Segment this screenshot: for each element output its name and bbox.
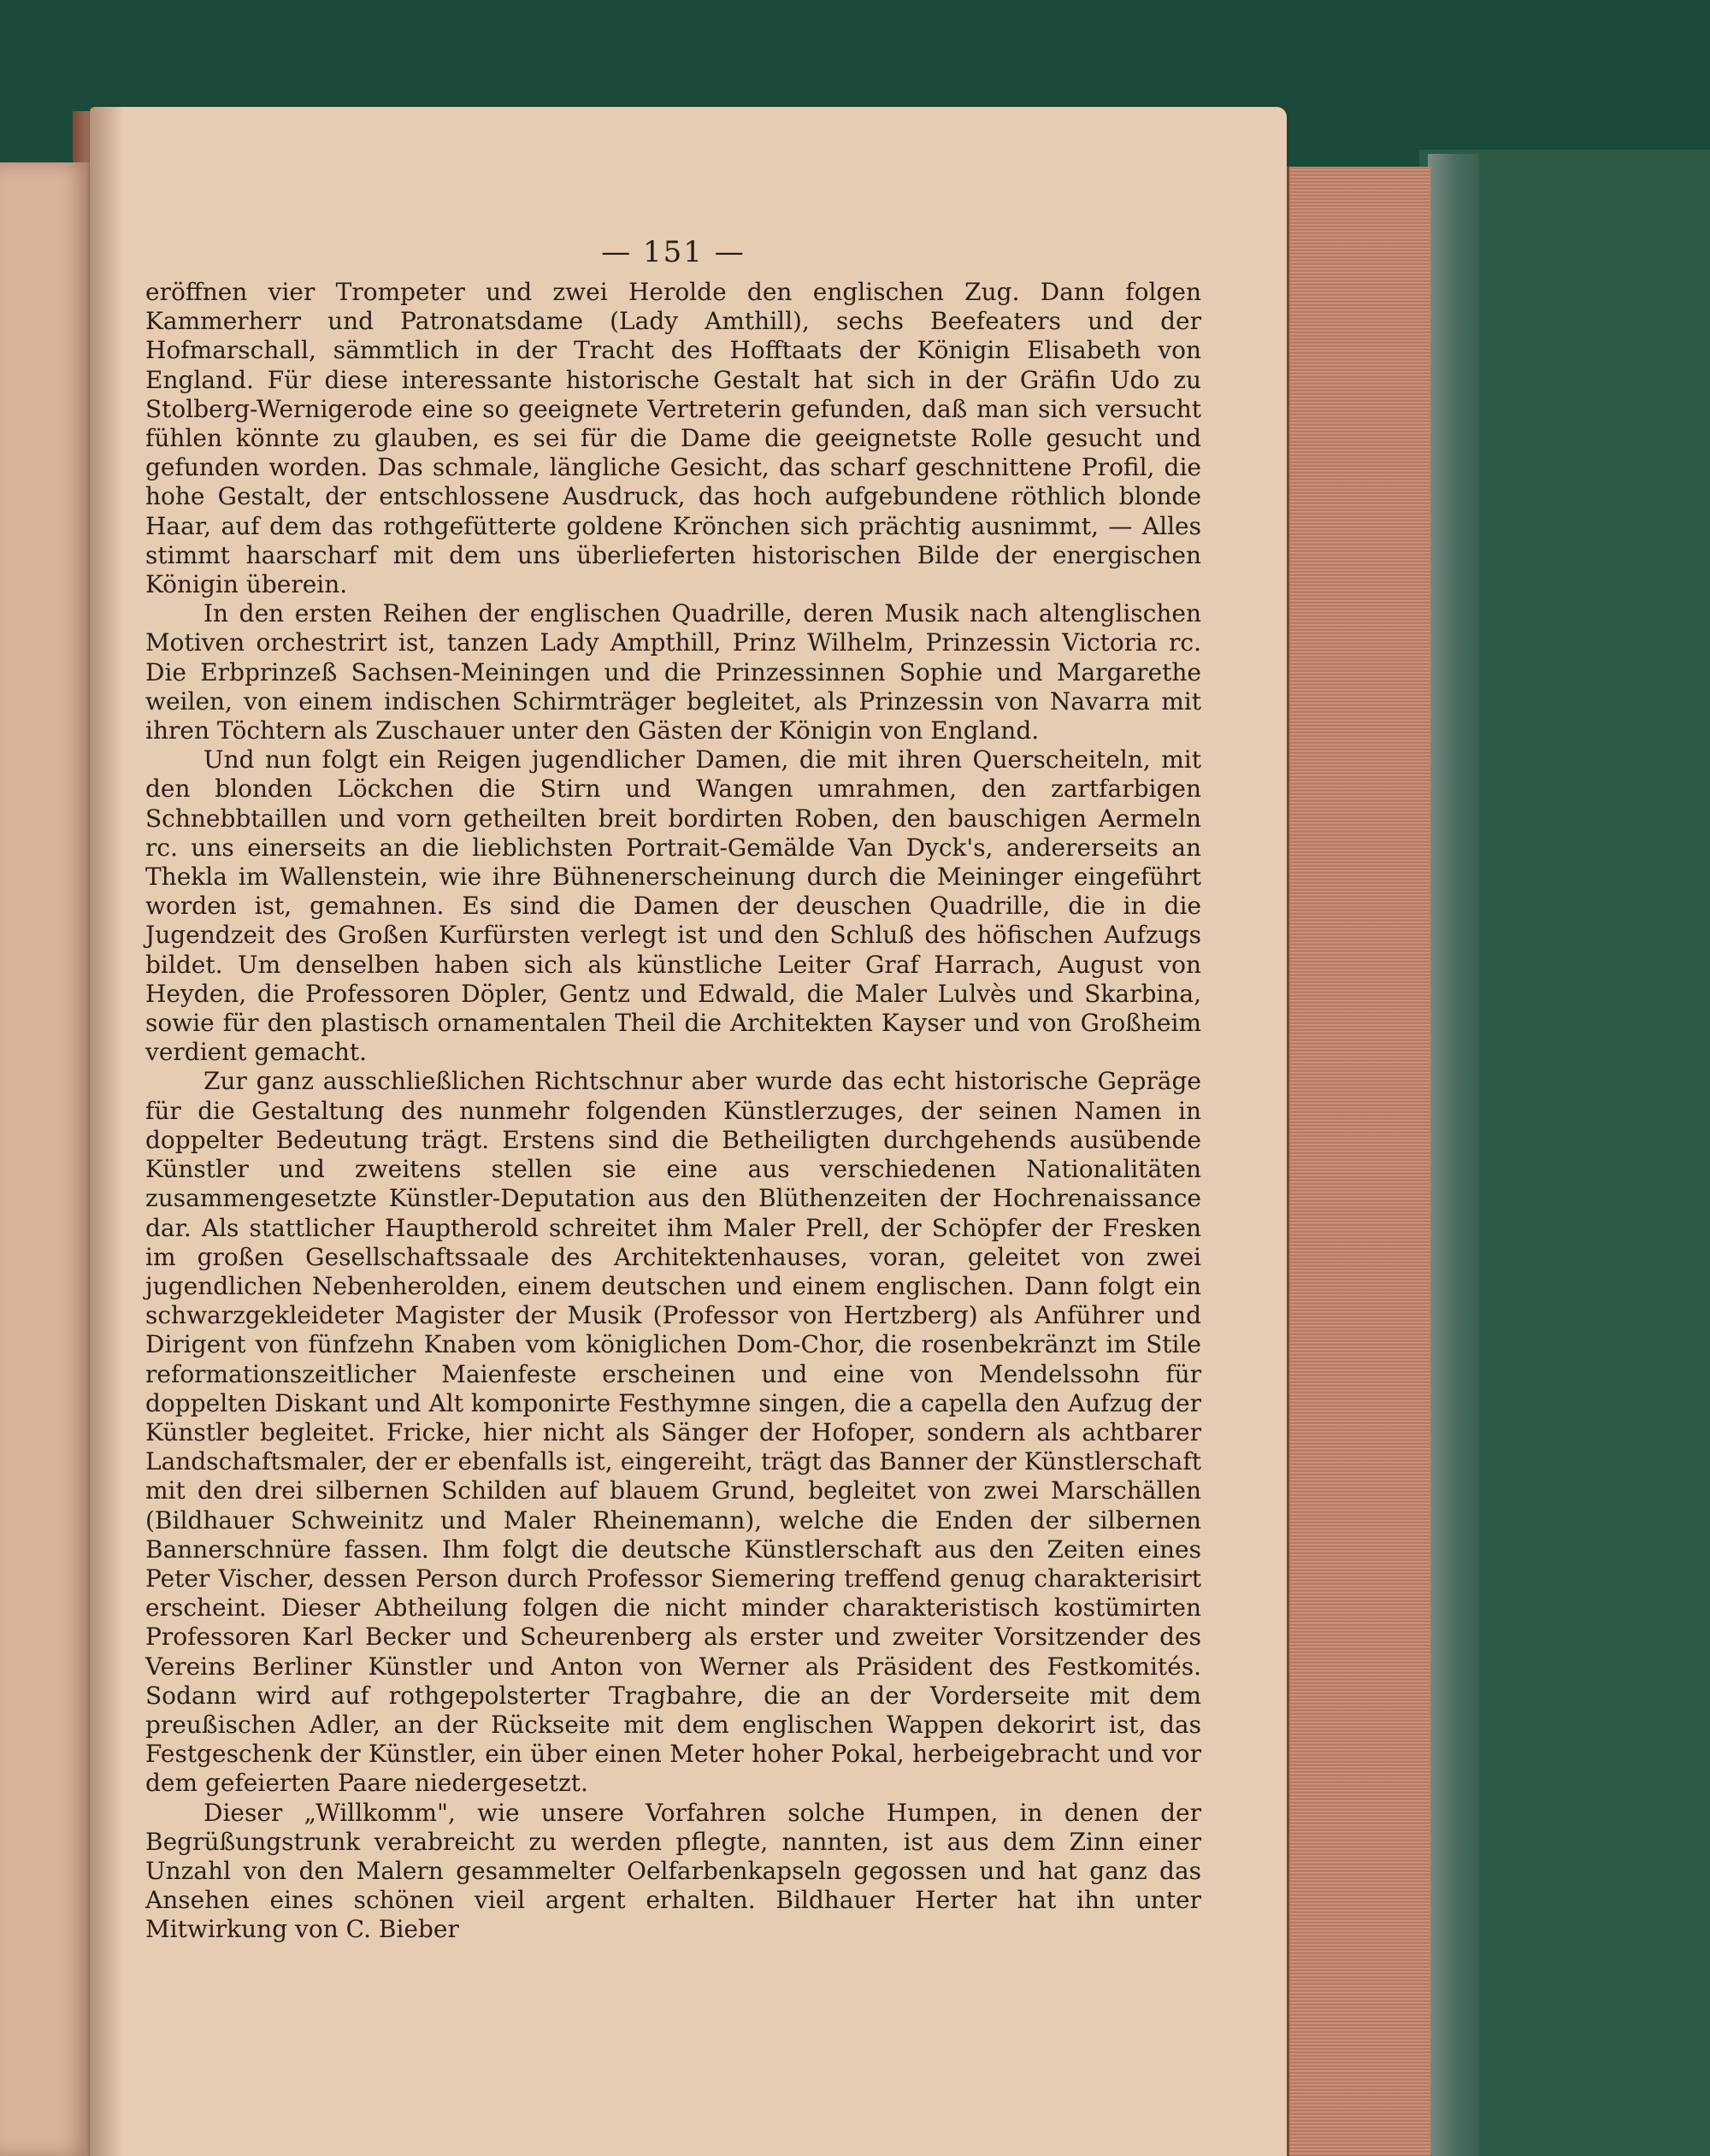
paragraph-4: Zur ganz ausschließlichen Richtschnur aber wurde das echt historische Gepräge für die Gestaltung des nunmehr folgenden Künstlerzuges, der seinen Namen in doppelter Bedeutung trägt. Erstens sind die Betheiligten durchgehends ausübende Künstler und zweitens stellen sie eine aus verschiedenen Nationalitäten zusammengesetzte Künstler-Deputation aus den Blüthenzeiten der Hochrenaissance dar. Als stattlicher Hauptherold schreitet ihm Maler Prell, der Schöpfer der Fresken im großen Gesellschaftssaale des Architektenhauses, voran, geleitet von zwei jugendlichen Nebenherolden, einem deutschen und einem englischen. Dann folgt ein schwarzgekleideter Magister der Musik (Professor von Hertzberg) als Anführer und Dirigent von fünfzehn Knaben vom königlichen Dom-Chor, die rosenbekränzt im Stile reformationszeitlicher Maienfeste erscheinen und eine von Mendelssohn für doppelten Diskant und Alt komponirte Festhymne singen, die a capella den Aufzug der Künstler begleitet. Fricke, hier nicht als Sänger der Hofoper, sondern als achtbarer Landschaftsmaler, der er ebenfalls ist, eingereiht, trägt das Banner der Künstlerschaft mit den drei silbernen Schilden auf blauem Grund, begleitet von zwei Marschällen (Bildhauer Schweinitz und Maler Rheinemann), welche die Enden der silbernen Bannerschnüre fassen. Ihm folgt die deutsche Künstlerschaft aus den Zeiten eines Peter Vischer, dessen Person durch Professor Siemering treffend genug charakterisirt erscheint. Dieser Abtheilung folgen die nicht minder charakteristisch kostümirten Professoren Karl Becker und Scheurenberg als erster und zweiter Vorsitzender des Vereins Berliner Künstler und Anton von Werner als Präsident des Festkomités. Sodann wird auf rothgepolsterter Tragbahre, die an der Vorderseite mit dem preußischen Adler, an der Rückseite mit dem englischen Wappen dekorirt ist, das Festgeschenk der Künstler, ein über einen Meter hoher Pokal, herbeigebracht und vor dem gefeierten Paare niedergesetzt. — [145, 1067, 1201, 1798]
page-stack — [1287, 167, 1430, 2156]
page-number-header: — 151 — — [601, 235, 746, 269]
paragraph-1: eröffnen vier Trompeter und zwei Herolde den englischen Zug. Dann folgen Kammerherr und Patronatsdame (Lady Amthill), sechs Beefeaters und der Hofmarschall, sämmtlich in der Tracht des Hofftaats der Königin Elisabeth von England. Für diese interessante historische Gestalt hat sich in der Gräfin Udo zu Stolberg-Wernigerode eine so geeignete Vertreterin gefunden, daß man sich versucht fühlen könnte zu glauben, es sei für die Dame die geeignetste Rolle gesucht und gefunden worden. Das schmale, längliche Gesicht, das scharf geschnittene Profil, die hohe Gestalt, der entschlossene Ausdruck, das hoch aufgebundene röthlich blonde Haar, auf dem das rothgefütterte goldene Krönchen sich prächtig ausnimmt, — Alles stimmt haarscharf mit dem uns überlieferten historischen Bilde der energischen Königin überein. — [145, 278, 1201, 599]
page-content — [145, 235, 1201, 1945]
paragraph-3: Und nun folgt ein Reigen jugendlicher Damen, die mit ihren Querscheiteln, mit den blonden Löckchen die Stirn und Wangen umrahmen, den zartfarbigen Schnebbtaillen und vorn getheilten breit bordirten Roben, den bauschigen Aermeln rc. uns einerseits an die lieblichsten Portrait-Gemälde Van Dyck's, andererseits an Thekla im Wallenstein, wie ihre Bühnenerscheinung durch die Meininger eingeführt worden ist, gemahnen. Es sind die Damen der deuschen Quadrille, die in die Jugendzeit des Großen Kurfürsten verlegt ist und den Schluß des höfischen Aufzugs bildet. Um denselben haben sich als künstliche Leiter Graf Harrach, August von Heyden, die Professoren Döpler, Gentz und Edwald, die Maler Lulvès und Skarbina, sowie für den plastisch ornamentalen Theil die Architekten Kayser und von Großheim verdient gemacht. — [145, 745, 1201, 1067]
paragraph-5: Dieser „Willkomm", wie unsere Vorfahren solche Humpen, in denen der Begrüßungstrunk verabreicht zu werden pflegte, nannten, ist aus dem Zinn einer Unzahl von den Malern gesammelter Oelfarbenkapseln gegossen und hat ganz das Ansehen eines schönen vieil argent erhalten. Bildhauer Herter hat ihn unter Mitwirkung von C. Bieber — [145, 1798, 1201, 1944]
book-cover-edge — [1428, 154, 1479, 2156]
paragraph-2: In den ersten Reihen der englischen Quadrille, deren Musik nach altenglischen Motiven orchestrirt ist, tanzen Lady Ampthill, Prinz Wilhelm, Prinzessin Victoria rc. Die Erbprinzeß Sachsen-Meiningen und die Prinzessinnen Sophie und Margarethe weilen, von einem indischen Schirmträger begleitet, als Prinzessin von Navarra mit ihren Töchtern als Zuschauer unter den Gästen der Königin von England. — [145, 599, 1201, 745]
left-page-edge — [0, 162, 90, 2156]
page-gutter — [90, 107, 124, 2156]
